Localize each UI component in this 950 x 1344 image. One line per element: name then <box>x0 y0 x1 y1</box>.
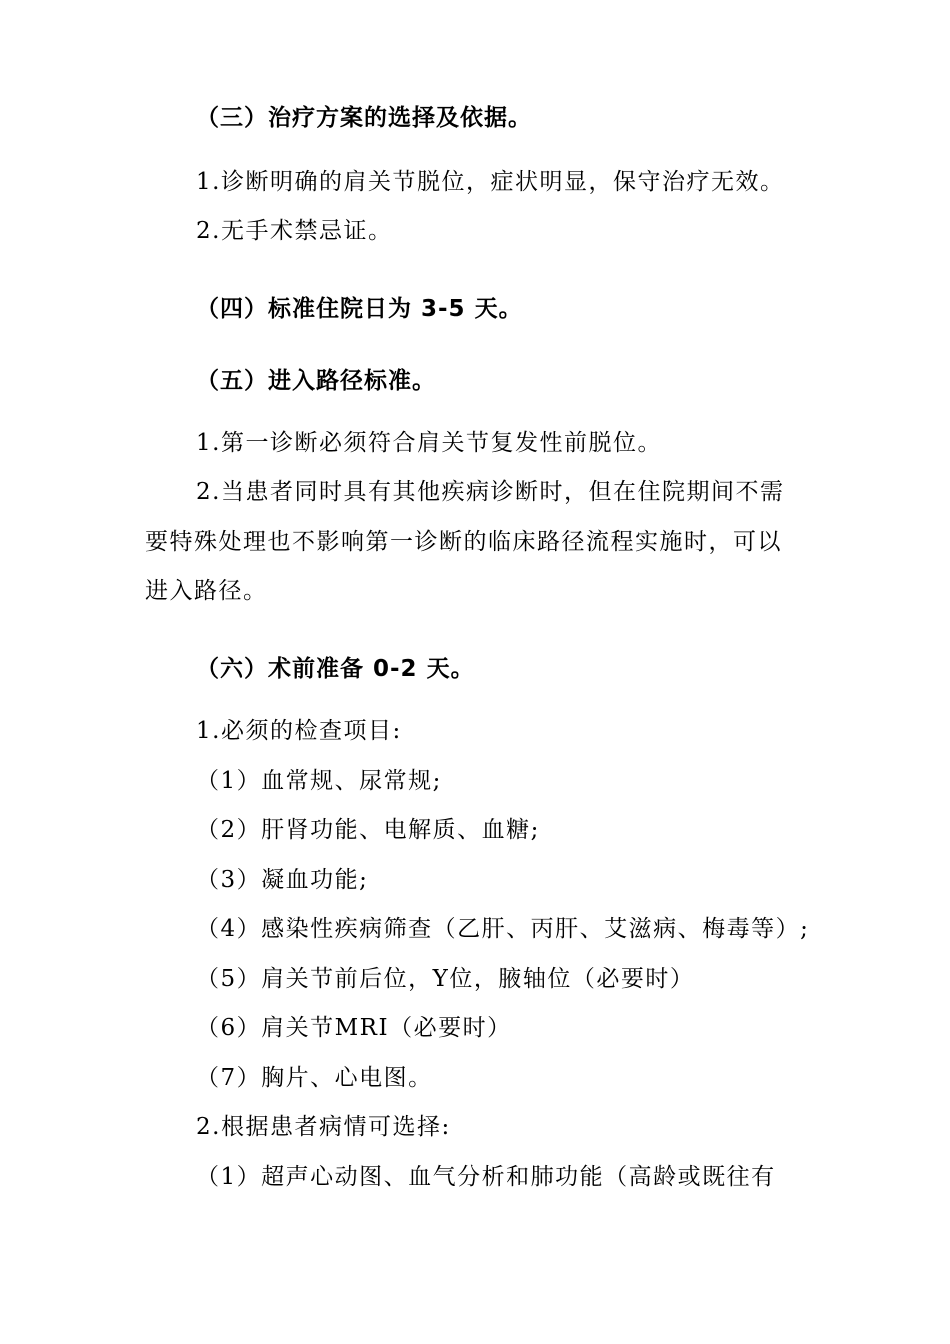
list-item: （3）凝血功能; <box>196 867 369 893</box>
paragraph-line: 要特殊处理也不影响第一诊断的临床路径流程实施时，可以 <box>145 529 782 555</box>
paragraph-line: 2.当患者同时具有其他疾病诊断时，但在住院期间不需 <box>196 479 785 505</box>
section-heading-entry-criteria: （五）进入路径标准。 <box>196 368 436 394</box>
paragraph-line: 1.必须的检查项目: <box>196 718 402 744</box>
paragraph-line: 2.无手术禁忌证。 <box>196 218 393 244</box>
list-item: （7）胸片、心电图。 <box>196 1065 433 1091</box>
paragraph-line: 1.诊断明确的肩关节脱位，症状明显，保守治疗无效。 <box>196 169 785 195</box>
section-heading-hospital-days: （四）标准住院日为 3-5 天。 <box>196 296 523 322</box>
list-item: （4）感染性疾病筛查（乙肝、丙肝、艾滋病、梅毒等）; <box>196 916 810 942</box>
list-item: （1）血常规、尿常规; <box>196 768 442 794</box>
paragraph-line: 进入路径。 <box>145 578 268 604</box>
list-item: （5）肩关节前后位，Y位，腋轴位（必要时） <box>196 966 695 992</box>
paragraph-line: 1.第一诊断必须符合肩关节复发性前脱位。 <box>196 430 662 456</box>
paragraph-line: 2.根据患者病情可选择: <box>196 1114 451 1140</box>
section-heading-preop-prep: （六）术前准备 0-2 天。 <box>196 656 475 682</box>
section-heading-treatment-plan: （三）治疗方案的选择及依据。 <box>196 105 532 131</box>
list-item: （6）肩关节MRI（必要时） <box>196 1015 512 1041</box>
list-item: （2）肝肾功能、电解质、血糖; <box>196 817 540 843</box>
list-item: （1）超声心动图、血气分析和肺功能（高龄或既往有 <box>196 1164 776 1190</box>
